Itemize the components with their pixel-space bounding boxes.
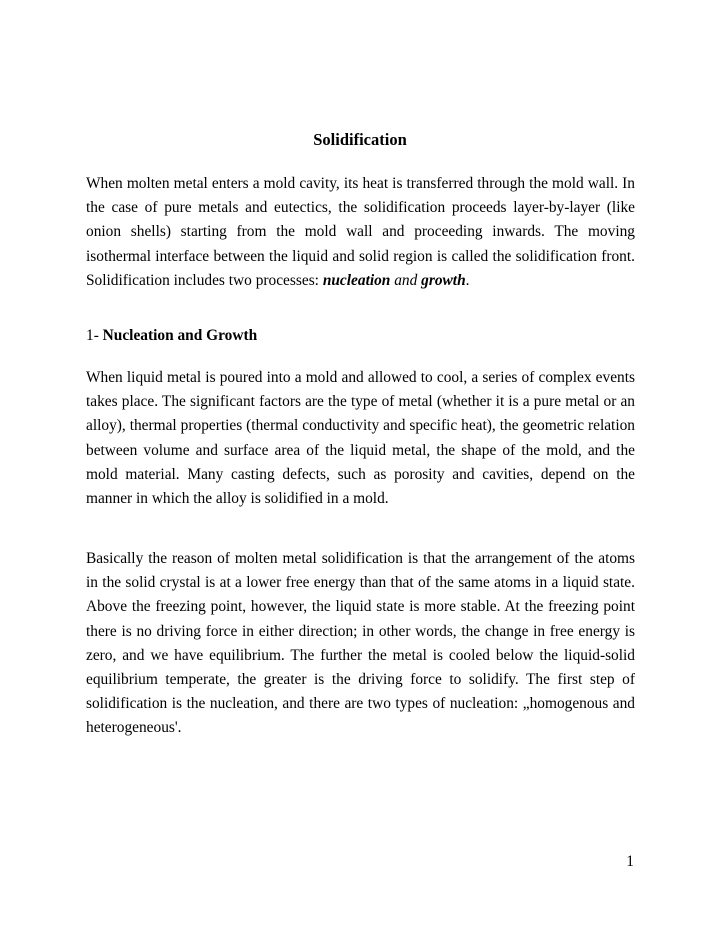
section-heading-text: Nucleation and Growth xyxy=(102,327,258,344)
term-nucleation: nucleation xyxy=(322,271,391,289)
term-connector: and xyxy=(390,271,422,289)
body-paragraph-casting: When liquid metal is poured into a mold and allowed to cool, a series of complex events takes place. The significant factors are the type of metal (whether it is a pure metal or an alloy), thermal properties (thermal conductivity and specific heat), the geometric relation between volume and surface area of the liquid metal, the shape of the mold, and the mold material. Many casting defects, such as porosity and cavities, depend on the manner in which the alloy is solidified in a mold. xyxy=(86,369,635,508)
page-title: Solidification xyxy=(313,130,407,149)
body-paragraph-solidification: Basically the reason of molten metal solidification is that the arrangement of the atoms in the solid crystal is at a lower free energy than that of the same atoms in a liquid state. Above the freezing point, however, the liquid state is more stable. At the freezing point there is no driving force in either direction; in other words, the change in free energy is zero, and we have equilibrium. The further the metal is cooled below the liquid-solid equilibrium temperate, the greater is the driving force to solidify. The first step of solidification is the nucleation, and there are two types of nucleation: „homogenous and heterogeneous'. xyxy=(86,550,635,737)
term-growth: growth xyxy=(421,271,466,289)
intro-text: When molten metal enters a mold cavity, its heat is transferred through the mold wall. In the case of pure metals and eutectics, the solidification proceeds layer-by-layer (like onion shells) starting from the mold wall and proceeding inwards. The moving isothermal interface between the liquid and solid region is called the solidification front. Solidification includes two processes: xyxy=(86,175,635,289)
section-number: 1- xyxy=(86,327,103,344)
page-number: 1 xyxy=(626,853,634,870)
intro-paragraph xyxy=(86,172,635,293)
section-heading xyxy=(86,325,635,347)
intro-end: . xyxy=(465,271,470,289)
